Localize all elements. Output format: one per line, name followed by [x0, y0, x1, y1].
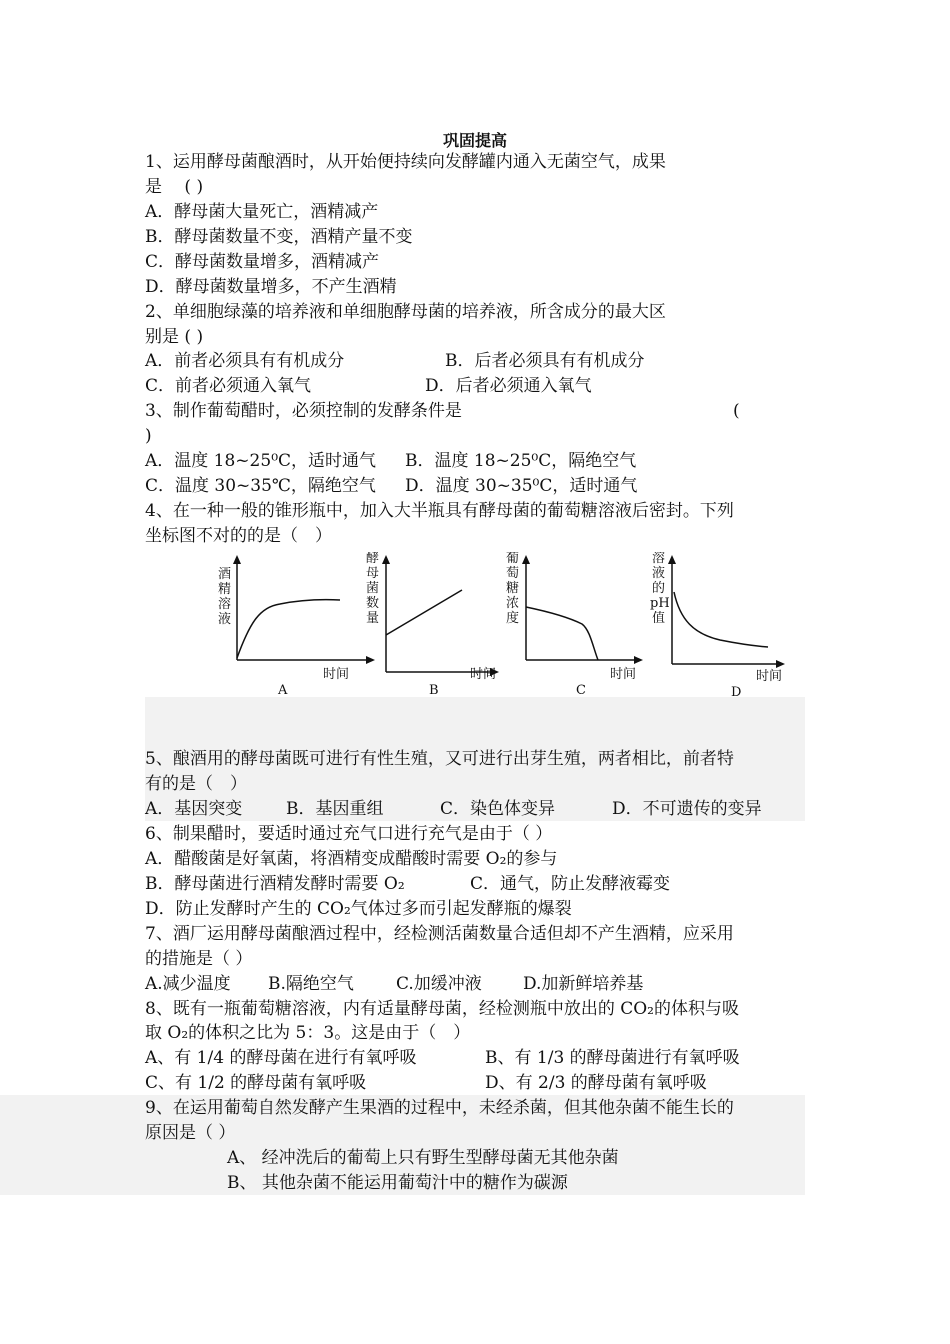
graph-b-ylabel-3: 菌	[366, 581, 380, 596]
graph-c-ylabel-4: 浓	[506, 596, 520, 611]
q6-option-a: A．醋酸菌是好氧菌，将酒精变成醋酸时需要 O₂的参与	[145, 849, 558, 869]
q5-option-c: C．染色体变异	[440, 799, 556, 819]
q2-stem-line2: 别是 ( )	[145, 327, 204, 347]
q5-option-b: B．基因重组	[286, 799, 384, 819]
graph-b-ylabel-1: 酵	[366, 552, 380, 566]
graph-c-ylabel-1: 葡	[506, 552, 520, 566]
graph-c-x-arrow	[634, 656, 643, 664]
q9-option-b: B、 其他杂菌不能运用葡萄汁中的糖作为碳源	[227, 1173, 568, 1193]
graph-b-ylabel-5: 量	[366, 611, 380, 626]
graph-b-letter: B	[429, 683, 439, 698]
graph-b-y-arrow	[382, 555, 390, 564]
q3-option-a: A．温度 18~25⁰C，适时通气	[145, 451, 377, 471]
page-title: 巩固提高	[442, 131, 507, 150]
q5-stem-line2: 有的是（ ）	[145, 774, 247, 794]
q4-stem-line2: 坐标图不对的的是（ ）	[145, 526, 332, 546]
graph-d-y-arrow	[668, 555, 676, 564]
q7-option-a: A.减少温度	[145, 974, 231, 994]
q2-option-b: B．后者必须具有有机成分	[445, 351, 645, 371]
graph-c-letter: C	[576, 683, 586, 698]
graph-a	[218, 555, 375, 698]
q8-option-c: C、有 1/2 的酵母菌有氧呼吸	[145, 1073, 367, 1093]
graph-a-y-arrow	[233, 555, 241, 564]
q7-stem-line1: 7、酒厂运用酵母菌酿酒过程中，经检测活菌数量合适但却不产生酒精，应采用	[145, 924, 734, 944]
graph-d-ylabel-4: pH	[650, 596, 670, 611]
graph-d-ylabel-3: 的	[652, 581, 666, 596]
q2-stem-line1: 2、单细胞绿藻的培养液和单细胞酵母菌的培养液，所含成分的最大区	[145, 302, 666, 322]
q2-option-a: A．前者必须具有有机成分	[145, 351, 345, 371]
q5-option-d: D．不可遗传的变异	[612, 799, 762, 819]
q9-option-a: A、 经冲洗后的葡萄上只有野生型酵母菌无其他杂菌	[227, 1148, 619, 1168]
q9-stem-line2: 原因是（ ）	[145, 1123, 236, 1143]
graph-a-letter: A	[278, 683, 288, 698]
q2-option-d: D．后者必须通入氧气	[425, 376, 592, 396]
graph-a-ylabel-1: 酒	[218, 567, 232, 582]
q3-option-d: D．温度 30~35⁰C，适时通气	[405, 476, 638, 496]
graph-c-y-arrow	[522, 555, 530, 564]
q8-option-b: B、有 1/3 的酵母菌进行有氧呼吸	[485, 1048, 740, 1068]
graph-b	[366, 552, 499, 698]
graph-c-ylabel-5: 度	[506, 611, 520, 626]
graph-a-x-arrow	[366, 656, 375, 664]
q7-option-c: C.加缓冲液	[396, 974, 482, 994]
q3-option-b: B．温度 18~25⁰C，隔绝空气	[405, 451, 637, 471]
q3-stem-line2: )	[145, 426, 152, 446]
q1-option-d: D．酵母菌数量增多，不产生酒精	[145, 277, 397, 297]
graph-b-line	[386, 590, 462, 635]
graph-a-xlabel: 时间	[323, 667, 350, 682]
q6-option-d: D．防止发酵时产生的 CO₂气体过多而引起发酵瓶的爆裂	[145, 899, 572, 919]
q6-option-c: C．通气，防止发酵液霉变	[470, 874, 671, 894]
graph-c-ylabel-3: 糖	[506, 581, 520, 596]
q7-option-b: B.隔绝空气	[268, 974, 354, 994]
graph-c-xlabel: 时间	[610, 667, 637, 682]
q8-stem-line1: 8、既有一瓶葡萄糖溶液，内有适量酵母菌，经检测瓶中放出的 CO₂的体积与吸	[145, 999, 739, 1019]
q1-option-a: A．酵母菌大量死亡，酒精减产	[145, 202, 379, 222]
q7-stem-line2: 的措施是（ ）	[145, 949, 253, 969]
q4-stem-line1: 4、在一种一般的锥形瓶中，加入大半瓶具有酵母菌的葡萄糖溶液后密封。下列	[145, 501, 734, 521]
q3-paren-open: (	[733, 401, 740, 421]
q8-option-a: A、有 1/4 的酵母菌在进行有氧呼吸	[145, 1048, 417, 1068]
q3-stem-line1: 3、制作葡萄醋时，必须控制的发酵条件是	[145, 401, 462, 421]
graph-d	[650, 552, 785, 700]
q4-graph-figure	[200, 552, 810, 702]
q1-option-c: C．酵母菌数量增多，酒精减产	[145, 252, 380, 272]
q4-graphs-svg	[200, 552, 810, 702]
graph-b-ylabel-2: 母	[366, 566, 380, 581]
graph-d-curve	[674, 592, 768, 647]
q7-option-d: D.加新鲜培养基	[523, 974, 644, 994]
graph-d-ylabel-1: 溶	[652, 552, 666, 566]
q8-option-d: D、有 2/3 的酵母菌有氧呼吸	[485, 1073, 707, 1093]
graph-a-ylabel-3: 溶	[218, 597, 232, 612]
graph-d-x-arrow	[776, 660, 785, 668]
graph-a-curve	[237, 600, 340, 658]
graph-c-ylabel-2: 萄	[506, 566, 520, 581]
graph-b-xlabel: 时间	[470, 667, 497, 682]
q3-option-c: C．温度 30~35℃，隔绝空气	[145, 476, 376, 496]
graph-a-ylabel-4: 液	[218, 612, 232, 627]
graph-d-letter: D	[731, 685, 742, 700]
q6-stem: 6、制果醋时，要适时通过充气口进行充气是由于（ ）	[145, 824, 553, 844]
graph-c-curve	[526, 607, 598, 660]
q1-stem-line1: 1、运用酵母菌酿酒时，从开始便持续向发酵罐内通入无菌空气，成果	[145, 152, 666, 172]
q1-stem-line2: 是 ( )	[145, 177, 204, 197]
q2-option-c: C．前者必须通入氧气	[145, 376, 312, 396]
q9-stem-line1: 9、在运用葡萄自然发酵产生果酒的过程中，未经杀菌，但其他杂菌不能生长的	[145, 1098, 734, 1118]
graph-d-ylabel-2: 液	[652, 566, 666, 581]
q5-option-a: A．基因突变	[145, 799, 243, 819]
graph-d-xlabel: 时间	[756, 669, 783, 684]
graph-a-ylabel-2: 精	[218, 582, 232, 597]
graph-d-ylabel-5: 值	[652, 611, 666, 626]
q1-option-b: B．酵母菌数量不变，酒精产量不变	[145, 227, 413, 247]
q8-stem-line2: 取 O₂的体积之比为 5：3。这是由于（ ）	[145, 1023, 471, 1043]
graph-c	[506, 552, 643, 698]
q6-option-b: B．酵母菌进行酒精发酵时需要 O₂	[145, 874, 405, 894]
q5-stem-line1: 5、酿酒用的酵母菌既可进行有性生殖，又可进行出芽生殖，两者相比，前者特	[145, 749, 734, 769]
graph-b-ylabel-4: 数	[366, 596, 380, 611]
